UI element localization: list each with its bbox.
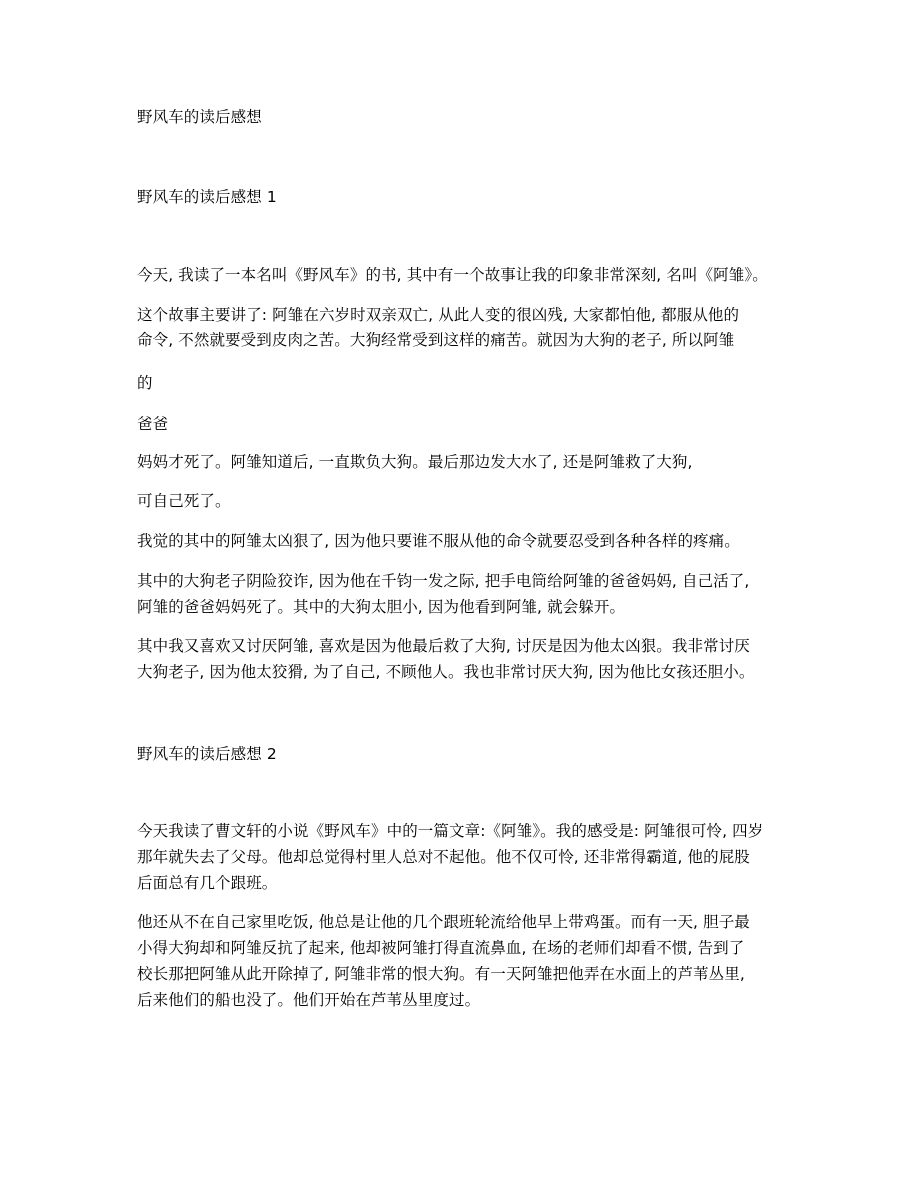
section-2-heading: 野风车的读后感想 2 [137, 745, 277, 763]
paragraph-line: 大狗老子, 因为他太狡猾, 为了自己, 不顾他人。我也非常讨厌大狗, 因为他比女孩还胆小。 [137, 663, 755, 681]
paragraph-line: 的 [137, 374, 153, 392]
paragraph-line: 爸爸 [137, 415, 169, 433]
paragraph-line: 其中的大狗老子阴险狡诈, 因为他在千钧一发之际, 把手电筒给阿雏的爸爸妈妈, 自己活了, [137, 572, 750, 590]
paragraph-line: 今天我读了曹文轩的小说《野风车》中的一篇文章:《阿雏》。我的感受是: 阿雏很可怜, 四岁 [137, 822, 764, 840]
section-1-heading: 野风车的读后感想 1 [137, 188, 277, 206]
paragraph-line: 阿雏的爸爸妈妈死了。其中的大狗太胆小, 因为他看到阿雏, 就会躲开。 [137, 598, 626, 616]
paragraph-line: 校长那把阿雏从此开除掉了, 阿雏非常的恨大狗。有一天阿雏把他弄在水面上的芦苇丛里, [137, 965, 745, 983]
paragraph-line: 这个故事主要讲了: 阿雏在六岁时双亲双亡, 从此人变的很凶残, 大家都怕他, 都服从他的 [137, 306, 740, 324]
paragraph-line: 小得大狗却和阿雏反抗了起来, 他却被阿雏打得直流鼻血, 在场的老师们却看不惯, 告到了 [137, 939, 745, 957]
document-title: 野风车的读后感想 [137, 108, 262, 126]
paragraph-line: 他还从不在自己家里吃饭, 他总是让他的几个跟班轮流给他早上带鸡蛋。而有一天, 胆子最 [137, 913, 750, 931]
paragraph-line: 后面总有几个跟班。 [137, 874, 278, 892]
paragraph-line: 那年就失去了父母。他却总觉得村里人总对不起他。他不仅可怜, 还非常得霸道, 他的屁股 [137, 848, 750, 866]
paragraph-line: 我觉的其中的阿雏太凶狠了, 因为他只要谁不服从他的命令就要忍受到各种各样的疼痛。 [137, 532, 740, 550]
paragraph-line: 可自己死了。 [137, 492, 231, 510]
paragraph-line: 后来他们的船也没了。他们开始在芦苇丛里度过。 [137, 991, 481, 1009]
paragraph-line: 其中我又喜欢又讨厌阿雏, 喜欢是因为他最后救了大狗, 讨厌是因为他太凶狠。我非常讨厌 [137, 637, 750, 655]
paragraph-line: 命令, 不然就要受到皮肉之苦。大狗经常受到这样的痛苦。就因为大狗的老子, 所以阿雏 [137, 331, 735, 349]
paragraph-line: 妈妈才死了。阿雏知道后, 一直欺负大狗。最后那边发大水了, 还是阿雏救了大狗, [137, 453, 693, 471]
paragraph-line: 今天, 我读了一本名叫《野风车》的书, 其中有一个故事让我的印象非常深刻, 名叫《阿雏》。 [137, 266, 768, 284]
